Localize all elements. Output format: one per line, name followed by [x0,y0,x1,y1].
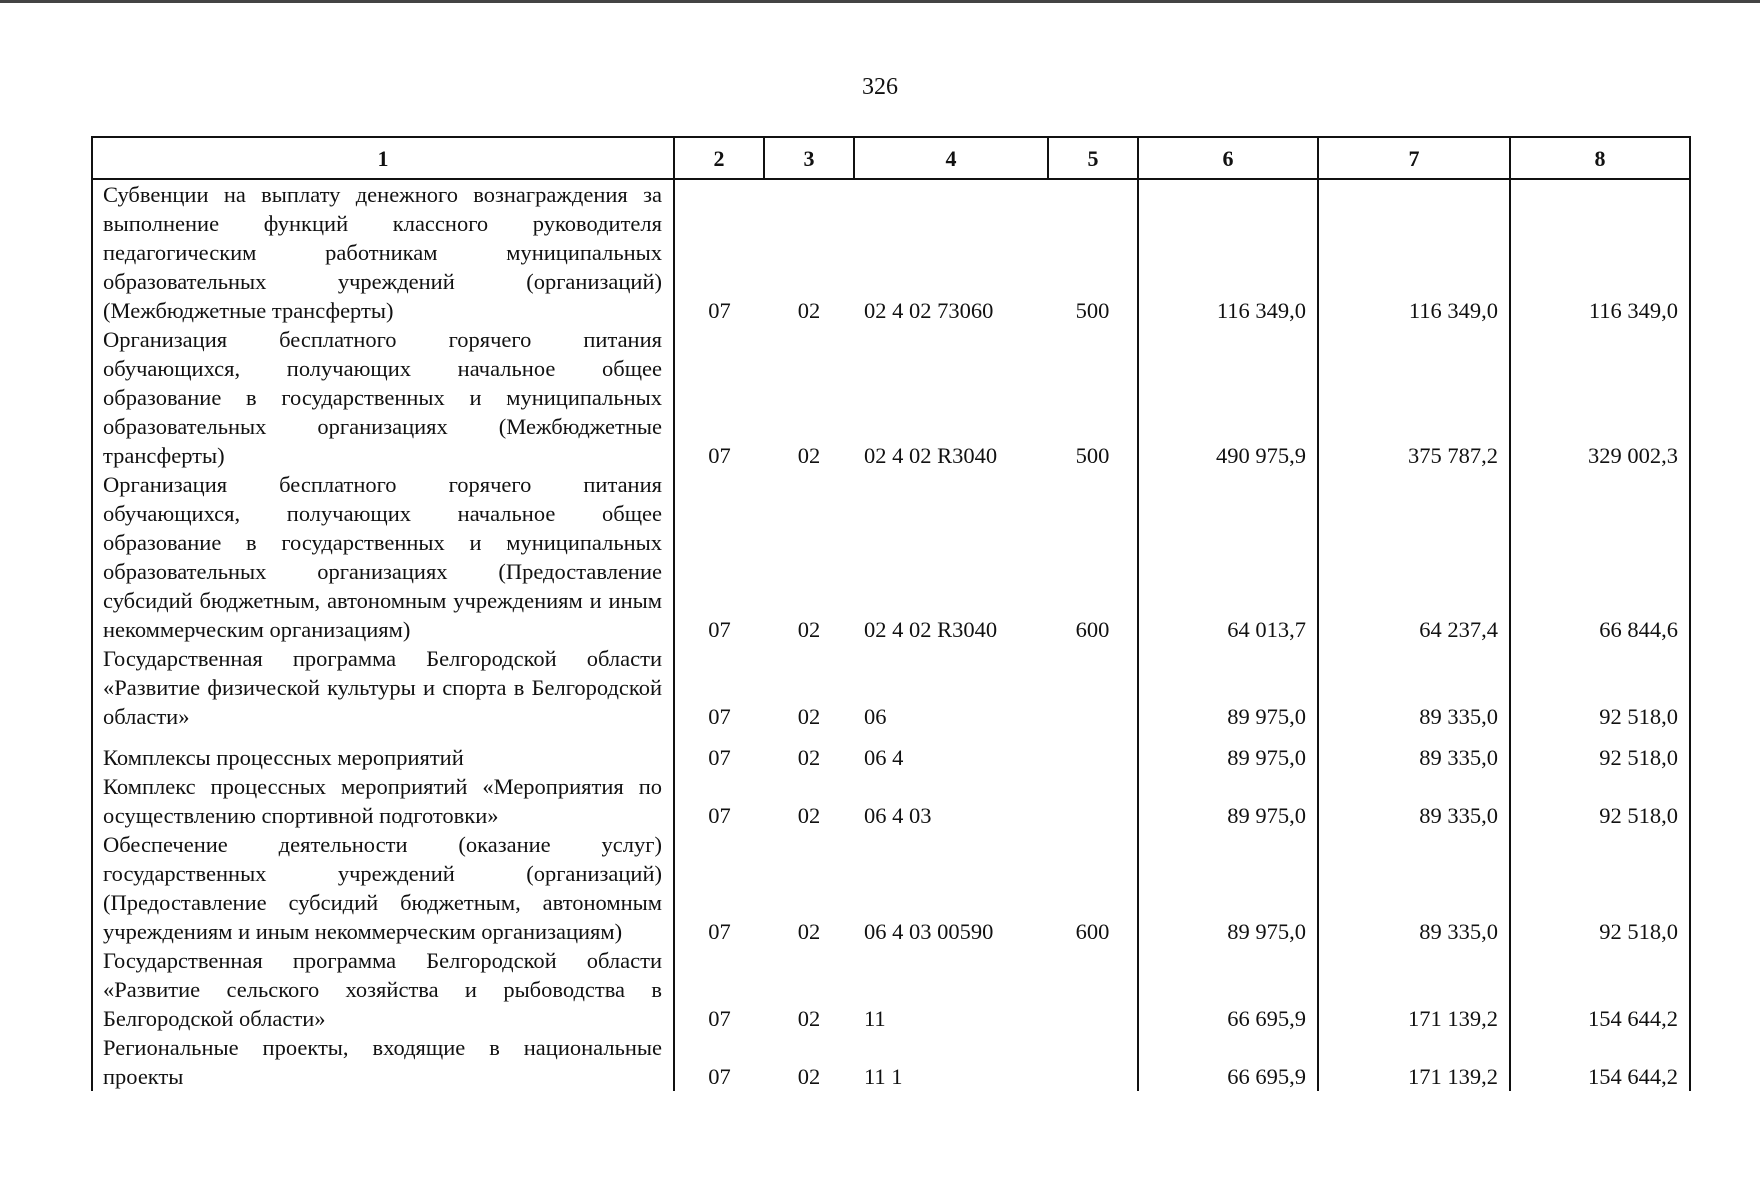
row-description: Комплексы процессных мероприятий [92,731,674,772]
row-amount-year1: 116 349,0 [1138,179,1318,325]
row-target-article: 06 4 03 00590 [864,919,994,944]
column-header-7: 7 [1318,137,1510,179]
column-header-8: 8 [1510,137,1690,179]
table-row [92,731,1690,772]
row-target-article: 11 1 [864,1064,903,1089]
table-row [92,1033,1690,1091]
row-description: Региональные проекты, входящие в национальные проекты [92,1033,674,1091]
row-amount-year1: 64 013,7 [1138,470,1318,644]
column-header-1: 1 [92,137,674,179]
row-section-code: 07 [674,644,764,731]
table-row [92,470,1690,644]
row-amount-year3: 92 518,0 [1510,830,1690,946]
header-row [92,137,1690,179]
row-target-article: 06 4 [864,745,904,770]
row-target-article: 11 [864,1006,886,1031]
row-description: Комплекс процессных мероприятий «Мероприятия по осуществлению спортивной подготовки» [92,772,674,830]
row-subsection-code: 02 [797,803,821,828]
row-section-code: 07 [674,470,764,644]
row-amount-year3: 154 644,2 [1510,946,1690,1033]
row-target-article: 02 4 02 R3040 [864,443,998,468]
row-amount-year1: 66 695,9 [1138,1033,1318,1091]
row-expense-type: 500 [1048,325,1138,470]
table-row [92,946,1690,1033]
row-expense-type [1048,1033,1138,1091]
row-target-article: 02 4 02 73060 [864,298,994,323]
row-description: Организация бесплатного горячего питания обучающихся, получающих начальное общее образование в государственных и муниципальных образовательных организациях (Межбюджетные трансферты) [92,325,674,470]
table-row [92,179,1690,325]
table-row [92,325,1690,470]
table-body [92,179,1690,1091]
row-amount-year3: 92 518,0 [1510,731,1690,772]
row-expense-type [1048,644,1138,731]
row-section-code: 07 [674,325,764,470]
page-number: 326 [862,74,898,100]
row-expense-type [1048,772,1138,830]
table-row [92,772,1690,830]
row-description: Государственная программа Белгородской области «Развитие физической культуры и спорта в Белгородской области» [92,644,674,731]
row-section-code: 07 [674,772,764,830]
row-expense-type: 600 [1048,830,1138,946]
row-amount-year1: 89 975,0 [1138,772,1318,830]
row-expense-type: 600 [1048,470,1138,644]
row-description: Организация бесплатного горячего питания обучающихся, получающих начальное общее образование в государственных и муниципальных образовательных организациях (Предоставление субсидий бюджетным, автономным учреждениям и иным некоммерческим организациям) [92,470,674,644]
column-header-4: 4 [854,137,1048,179]
row-description: Субвенции на выплату денежного вознаграждения за выполнение функций классного руководителя педагогическим работникам муниципальных образовательных учреждений (организаций) (Межбюджетные трансферты) [92,179,674,325]
column-header-2: 2 [674,137,764,179]
row-expense-type [1048,731,1138,772]
row-expense-type: 500 [1048,179,1138,325]
row-amount-year2: 116 349,0 [1318,179,1510,325]
row-description: Государственная программа Белгородской области «Развитие сельского хозяйства и рыбоводства в Белгородской области» [92,946,674,1033]
row-amount-year3: 92 518,0 [1510,772,1690,830]
row-amount-year2: 89 335,0 [1318,731,1510,772]
column-header-5: 5 [1048,137,1138,179]
row-target-article: 02 4 02 R3040 [864,617,998,642]
row-amount-year3: 66 844,6 [1510,470,1690,644]
table-row [92,644,1690,731]
top-border-rule [0,0,1760,3]
row-amount-year3: 154 644,2 [1510,1033,1690,1091]
row-subsection-code: 02 [797,1006,821,1031]
row-amount-year2: 89 335,0 [1318,830,1510,946]
row-amount-year1: 89 975,0 [1138,731,1318,772]
row-amount-year2: 89 335,0 [1318,644,1510,731]
row-subsection-code: 02 [797,617,821,642]
row-subsection-code: 02 [797,1064,821,1089]
row-section-code: 07 [674,830,764,946]
row-amount-year2: 89 335,0 [1318,772,1510,830]
row-subsection-code: 02 [797,919,821,944]
row-target-article: 06 [864,704,887,729]
row-section-code: 07 [674,731,764,772]
budget-table [91,136,1691,1091]
row-section-code: 07 [674,1033,764,1091]
row-amount-year2: 64 237,4 [1318,470,1510,644]
row-amount-year1: 89 975,0 [1138,644,1318,731]
row-amount-year1: 66 695,9 [1138,946,1318,1033]
row-subsection-code: 02 [797,745,821,770]
table-row [92,830,1690,946]
row-amount-year2: 375 787,2 [1318,325,1510,470]
row-amount-year3: 116 349,0 [1510,179,1690,325]
table-header [92,137,1690,179]
row-subsection-code: 02 [797,443,821,468]
row-target-article: 06 4 03 [864,803,932,828]
row-amount-year2: 171 139,2 [1318,1033,1510,1091]
row-subsection-code: 02 [797,704,821,729]
row-expense-type [1048,946,1138,1033]
row-amount-year2: 171 139,2 [1318,946,1510,1033]
row-amount-year3: 92 518,0 [1510,644,1690,731]
row-description: Обеспечение деятельности (оказание услуг) государственных учреждений (организаций) (Предоставление субсидий бюджетным, автономным учреждениям и иным некоммерческим организациям) [92,830,674,946]
row-section-code: 07 [674,946,764,1033]
row-amount-year1: 490 975,9 [1138,325,1318,470]
row-amount-year3: 329 002,3 [1510,325,1690,470]
column-header-6: 6 [1138,137,1318,179]
column-header-3: 3 [764,137,854,179]
row-section-code: 07 [674,179,764,325]
row-amount-year1: 89 975,0 [1138,830,1318,946]
row-subsection-code: 02 [797,298,821,323]
